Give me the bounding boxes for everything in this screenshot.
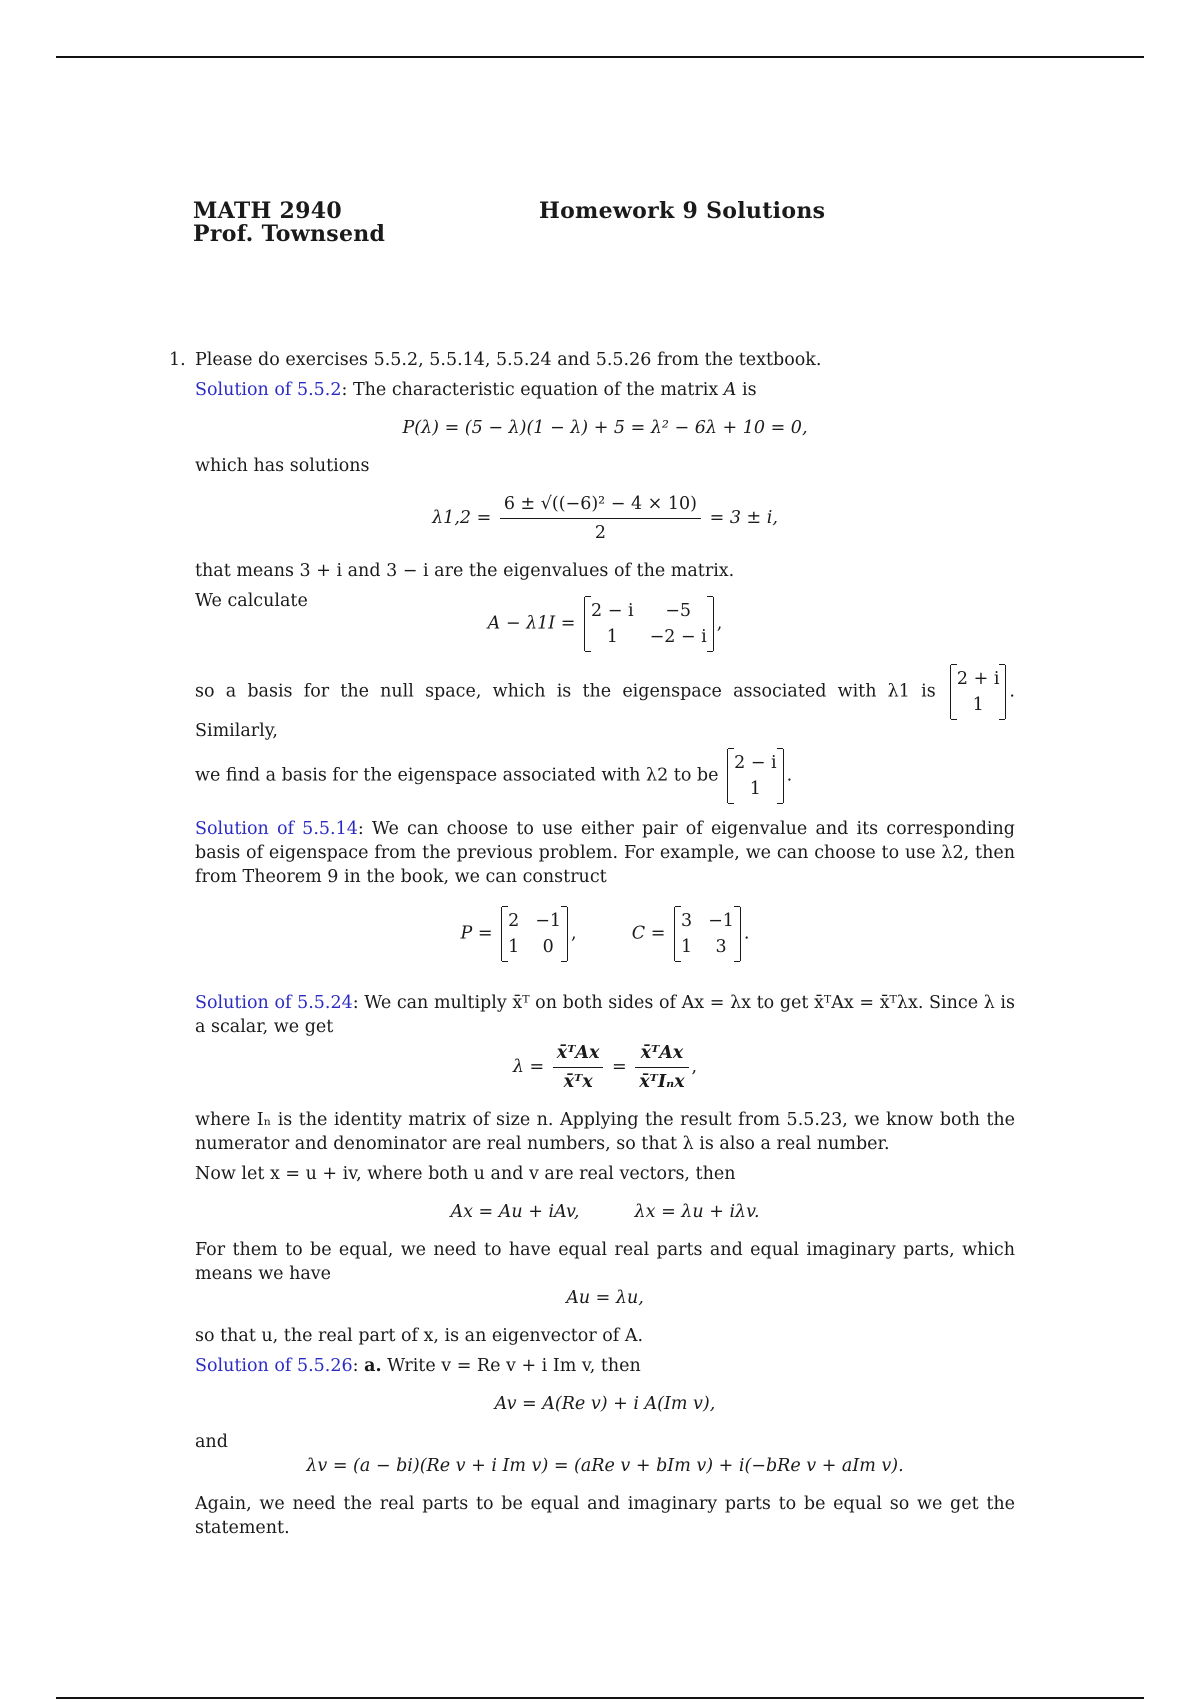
solution-5514-link[interactable]: Solution of 5.5.14 [195, 819, 358, 839]
au-equation: Au = λu, [566, 1288, 644, 1308]
basis-lambda1: so a basis for the null space, which is the eigenspace associated with λ1 is 2 + i 1 . Similarly, [195, 665, 1015, 743]
basis-lambda2: we find a basis for the eigenspace associated with λ2 to be 2 − i 1 . [195, 749, 1015, 803]
solution-5524-intro: Solution of 5.5.24: We can multiply x̄ᵀ on both sides of Ax = λx to get x̄ᵀAx = x̄ᵀλx. Since λ is a scalar, we get [195, 993, 1015, 1037]
p-c-matrices: P = 2 −1 1 0 , C = 3 −1 1 3 . [195, 907, 1015, 961]
basis-vector-2: 2 − i 1 [727, 749, 784, 803]
a-minus-lambda-matrix: 2 − i −5 1 −2 − i [584, 597, 714, 651]
document-title: Homework 9 Solutions [539, 198, 826, 224]
lambda-quotient-equation: λ = $\frac{\text{x̄ᵀAx}}{\text{x̄ᵀx}}$ = $\frac{\text{x̄ᵀAx}}{\text{x̄ᵀIₙx}}$ , [512, 1043, 698, 1092]
bottom-rule [56, 1697, 1144, 1699]
solution-552-intro: Solution of 5.5.2: The characteristic equation of the matrix A is [195, 380, 757, 400]
identity-explanation: where Iₙ is the identity matrix of size n. Applying the result from 5.5.23, we know both the numerator and denominator are real numbers, so that λ is also a real number. [195, 1110, 1015, 1154]
solution-body [169, 348, 1015, 1546]
eigenvalues-statement: that means 3 + i and 3 − i are the eigenvalues of the matrix. [195, 561, 735, 581]
characteristic-equation: P(λ) = (5 − λ)(1 − λ) + 5 = λ² − 6λ + 10 = 0, [402, 418, 808, 438]
top-rule [56, 56, 1144, 58]
which-has-solutions: which has solutions [195, 456, 370, 476]
ax-lambda-x-equations: Ax = Au + iAv, λx = λu + iλv. [450, 1202, 760, 1222]
eigenvector-conclusion: so that u, the real part of x, is an eigenvector of A. [195, 1326, 644, 1346]
solution-5526-link[interactable]: Solution of 5.5.26 [195, 1356, 353, 1376]
course-title: MATH 2940 [193, 198, 342, 224]
eigenvalue-formula: λ1,2 = $\frac{\text{6 ± √((−6)² − 4 × 10)}}{2}$ = 3 ± i, [432, 494, 778, 543]
professor-name: Prof. Townsend [193, 221, 386, 247]
now-let-x: Now let x = u + iv, where both u and v are real vectors, then [195, 1164, 736, 1184]
solution-5524-link[interactable]: Solution of 5.5.24 [195, 993, 353, 1013]
we-calculate: We calculate [195, 591, 308, 611]
eigenvalue-fraction: $\frac{\text{6 ± √((−6)² − 4 × 10)}}{2}$ [500, 492, 701, 545]
equal-parts-text: For them to be equal, we need to have equal real parts and equal imaginary parts, which means we have [195, 1240, 1015, 1284]
solution-5514-intro: Solution of 5.5.14: We can choose to use either pair of eigenvalue and its corresponding basis of eigenspace from the previous problem. For example, we can choose to use λ2, then from Theorem 9 in the book, we can construct [195, 819, 1015, 887]
final-statement: Again, we need the real parts to be equal and imaginary parts to be equal so we get the statement. [195, 1494, 1015, 1538]
p-matrix: 2 −1 1 0 [501, 907, 568, 961]
av-equation: Av = A(Re v) + i A(Im v), [494, 1394, 716, 1414]
problem-number: 1. [169, 350, 186, 370]
c-matrix: 3 −1 1 3 [674, 907, 741, 961]
problem-statement [169, 348, 1015, 372]
a-minus-lambda-equation: A − λ1I = 2 − i −5 1 −2 − i , [195, 597, 1015, 651]
basis-vector-1: 2 + i 1 [950, 665, 1007, 719]
solution-5526-intro: Solution of 5.5.26: a. Write v = Re v + i Im v, then [195, 1356, 641, 1376]
and-text: and [195, 1432, 228, 1452]
lambda-v-equation: λv = (a − bi)(Re v + i Im v) = (aRe v + bIm v) + i(−bRe v + aIm v). [306, 1456, 904, 1476]
problem-text: Please do exercises 5.5.2, 5.5.14, 5.5.24 and 5.5.26 from the textbook. [195, 350, 822, 370]
solution-552-link[interactable]: Solution of 5.5.2 [195, 380, 342, 400]
